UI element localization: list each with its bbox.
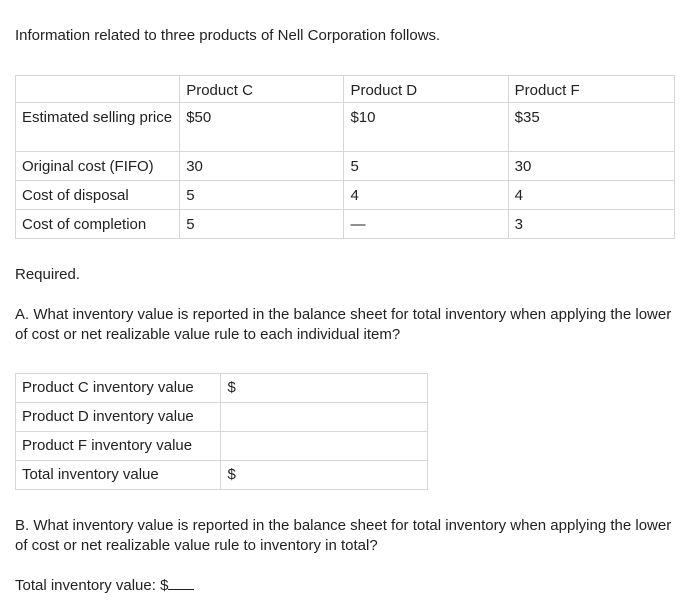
row-label: Original cost (FIFO) <box>16 152 180 181</box>
cell-product-d: 5 <box>344 152 508 181</box>
cell-product-f: 4 <box>508 181 674 210</box>
intro-text: Information related to three products of Nell Corporation follows. <box>15 27 441 44</box>
header-cell-empty <box>16 76 180 103</box>
cell-product-d: $10 <box>344 103 508 152</box>
cell-product-d: 4 <box>344 181 508 210</box>
table-row <box>16 461 428 490</box>
table-row <box>16 374 428 403</box>
answer-input-product-f[interactable] <box>221 432 428 461</box>
cell-product-c: 5 <box>180 181 344 210</box>
answer-table <box>15 373 428 490</box>
header-product-f: Product F <box>508 76 674 103</box>
table-row <box>16 403 428 432</box>
question-a: A. What inventory value is reported in the balance sheet for total inventory when applying the lower of cost or net realizable value rule to each individual item? <box>15 306 672 343</box>
cell-product-c: 5 <box>180 210 344 239</box>
table-row <box>16 432 428 461</box>
table-row <box>16 210 675 239</box>
total-inventory-blank[interactable] <box>168 575 194 590</box>
table-row <box>16 103 675 152</box>
answer-input-total[interactable]: $ <box>221 461 428 490</box>
table-row <box>16 181 675 210</box>
header-product-c: Product C <box>180 76 344 103</box>
cell-product-c: 30 <box>180 152 344 181</box>
cell-product-f: 3 <box>508 210 674 239</box>
answer-label-product-f: Product F inventory value <box>16 432 221 461</box>
table-row <box>16 152 675 181</box>
header-product-d: Product D <box>344 76 508 103</box>
total-inventory-line <box>15 575 194 594</box>
answer-label-product-d: Product D inventory value <box>16 403 221 432</box>
answer-input-product-c[interactable]: $ <box>221 374 428 403</box>
cell-product-d: — <box>344 210 508 239</box>
required-heading: Required. <box>15 266 81 283</box>
answer-input-product-d[interactable] <box>221 403 428 432</box>
cell-product-f: $35 <box>508 103 674 152</box>
answer-label-total: Total inventory value <box>16 461 221 490</box>
row-label: Cost of disposal <box>16 181 180 210</box>
question-b: B. What inventory value is reported in the balance sheet for total inventory when applying the lower of cost or net realizable value rule to inventory in total? <box>15 517 672 554</box>
row-label: Estimated selling price <box>16 103 180 152</box>
cell-product-c: $50 <box>180 103 344 152</box>
answer-label-product-c: Product C inventory value <box>16 374 221 403</box>
row-label: Cost of completion <box>16 210 180 239</box>
total-inventory-label: Total inventory value: $ <box>15 577 169 594</box>
cell-product-f: 30 <box>508 152 674 181</box>
products-table <box>15 75 675 239</box>
table-header-row <box>16 76 675 103</box>
